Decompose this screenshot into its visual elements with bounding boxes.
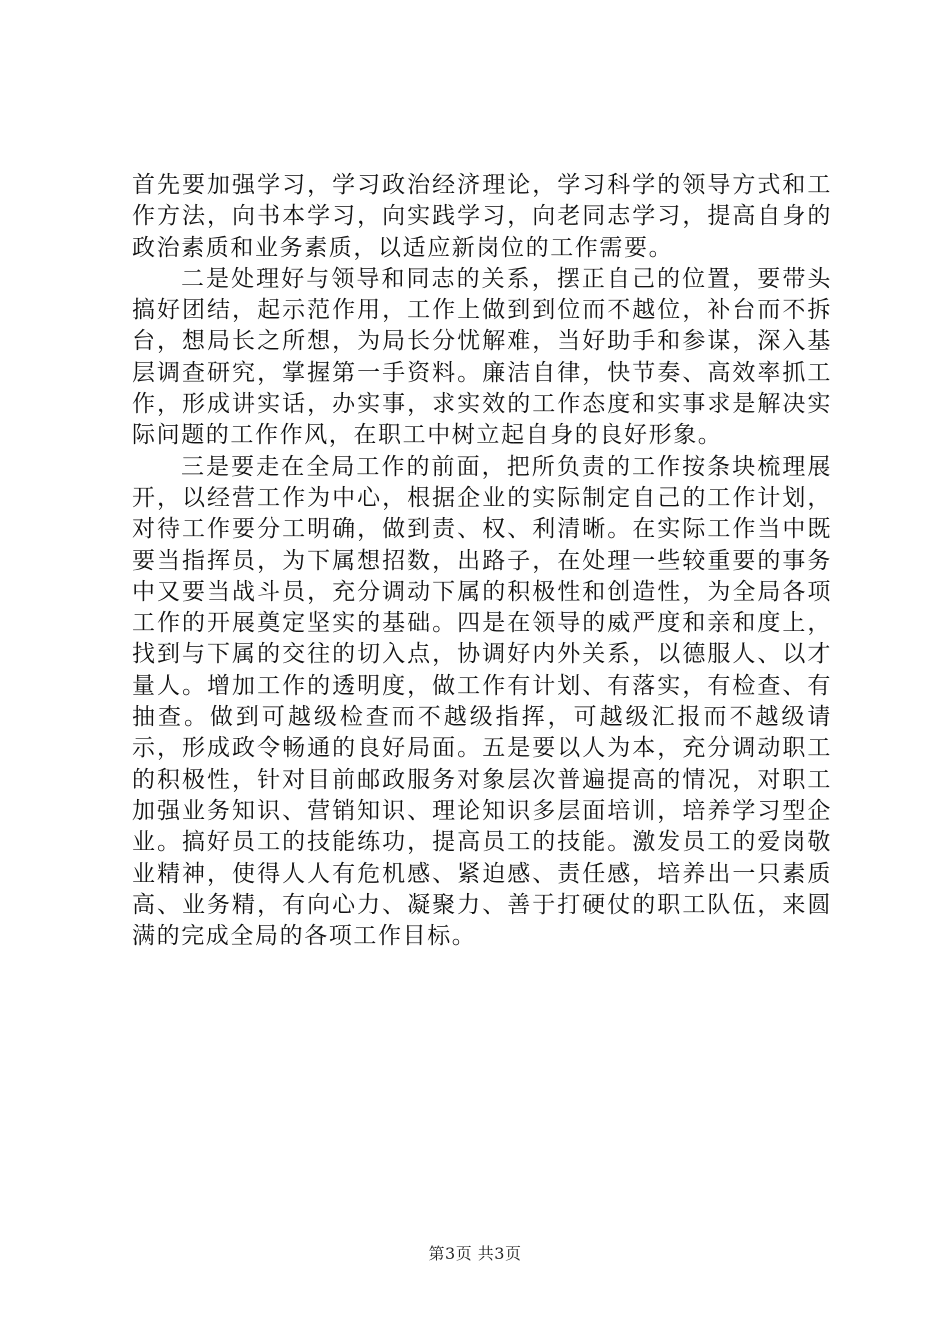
paragraph-study: 首先要加强学习，学习政治经济理论，学习科学的领导方式和工作方法，向书本学习，向实践学习，向老同志学习，提高自身的政治素质和业务素质，以适应新岗位的工作需要。 — [132, 172, 832, 261]
document-body — [132, 170, 832, 952]
page-footer: 第3页 共3页 — [428, 1244, 522, 1263]
paragraph-work-plan: 三是要走在全局工作的前面，把所负责的工作按条块梳理展开，以经营工作为中心，根据企业的实际制定自己的工作计划，对待工作要分工明确，做到责、权、利清晰。在实际工作当中既要当指挥员，为下属想招数，出路子，在处理一些较重要的事务中又要当战斗员，充分调动下属的积极性和创造性，为全局各项工作的开展奠定坚实的基础。四是在领导的威严度和亲和度上，找到与下属的交往的切入点，协调好内外关系，以德服人、以才量人。增加工作的透明度，做工作有计划、有落实，有检查、有抽查。做到可越级检查而不越级指挥，可越级汇报而不越级请示，形成政令畅通的良好局面。五是要以人为本，充分调动职工的积极性，针对目前邮政服务对象层次普遍提高的情况，对职工加强业务知识、营销知识、理论知识多层面培训，培养学习型企业。搞好员工的技能练功，提高员工的技能。激发员工的爱岗敬业精神，使得人人有危机感、紧迫感、责任感，培养出一只素质高、业务精，有向心力、凝聚力、善于打硬仗的职工队伍，来圆满的完成全局的各项工作目标。 — [132, 453, 832, 950]
paragraph-relations: 二是处理好与领导和同志的关系，摆正自己的位置，要带头搞好团结，起示范作用，工作上做到到位而不越位，补台而不拆台，想局长之所想，为局长分忧解难，当好助手和参谋，深入基层调查研究，掌握第一手资料。廉洁自律，快节奏、高效率抓工作，形成讲实话，办实事，求实效的工作态度和实事求是解决实际问题的工作作风，在职工中树立起自身的良好形象。 — [132, 265, 832, 449]
